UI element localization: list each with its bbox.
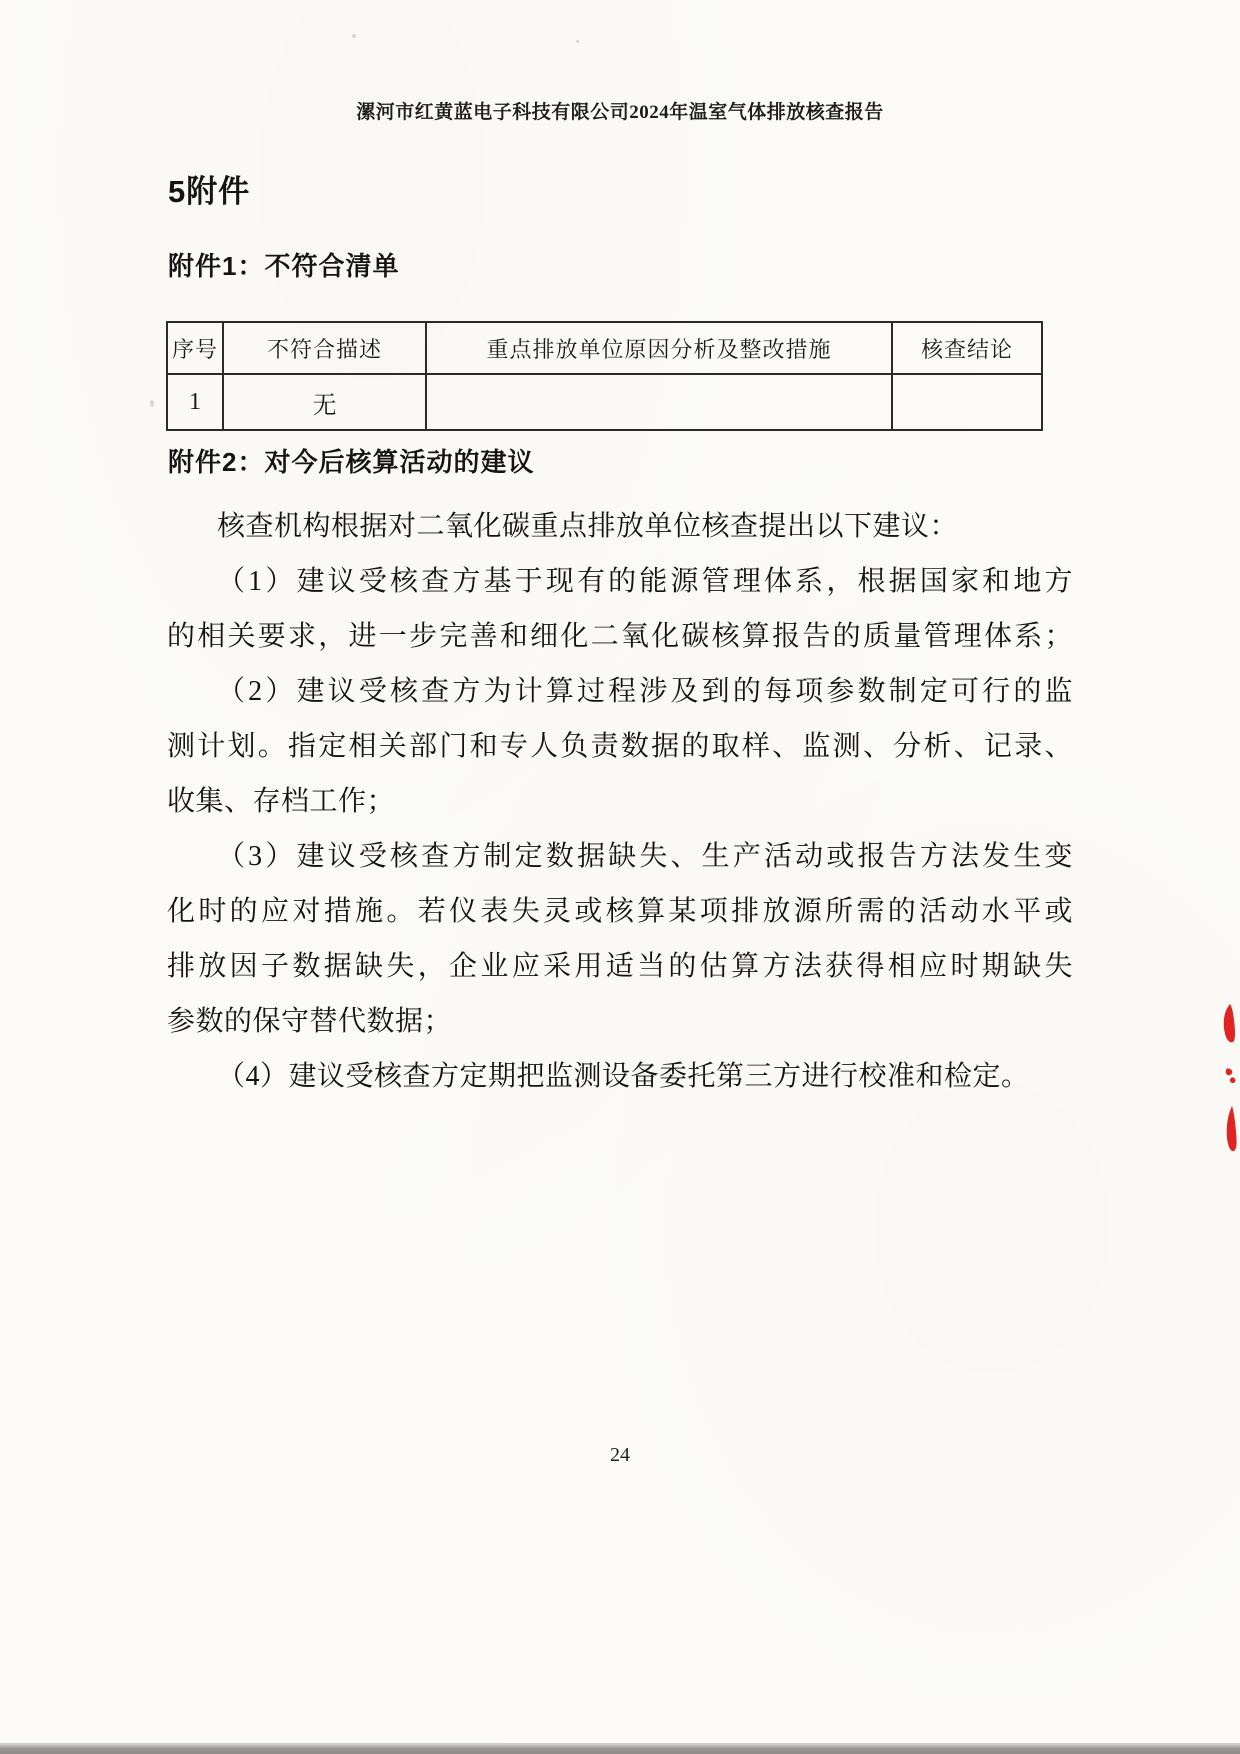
- attachment2-body: [167, 499, 1073, 1104]
- table-cell-conclusion: [892, 374, 1042, 430]
- table-header-seq: 序号: [167, 322, 223, 374]
- body-line: 排放因子数据缺失，企业应采用适当的估算方法获得相应时期缺失: [167, 951, 1073, 982]
- attachment2-title: 附件2：对今后核算活动的建议: [168, 447, 535, 477]
- table-header-analysis: 重点排放单位原因分析及整改措施: [426, 322, 892, 374]
- scan-speck: [352, 34, 356, 38]
- body-line: 参数的保守替代数据；: [167, 1006, 453, 1037]
- document-header: 漯河市红黄蓝电子科技有限公司2024年温室气体排放核查报告: [356, 102, 884, 123]
- scan-speck: [576, 40, 579, 43]
- body-line: （4）建议受核查方定期把监测设备委托第三方进行校准和检定。: [217, 1061, 1030, 1092]
- scan-page-edge: [0, 1745, 1240, 1754]
- body-line: 的相关要求，进一步完善和细化二氧化碳核算报告的质量管理体系；: [167, 621, 1073, 652]
- table-cell-analysis: [426, 374, 892, 430]
- body-line: 核查机构根据对二氧化碳重点排放单位核查提出以下建议：: [217, 511, 959, 542]
- attachment1-title: 附件1：不符合清单: [168, 251, 400, 281]
- page-number: 24: [610, 1444, 630, 1466]
- table-row: [167, 374, 1042, 430]
- body-line: （1）建议受核查方基于现有的能源管理体系，根据国家和地方: [217, 566, 1073, 597]
- body-line: （2）建议受核查方为计算过程涉及到的每项参数制定可行的监: [217, 676, 1073, 707]
- table-header-row: [167, 322, 1042, 374]
- table-cell-nonconformity: 无: [223, 374, 426, 430]
- nonconformity-table: [166, 321, 1043, 431]
- body-line: 收集、存档工作；: [167, 786, 396, 817]
- body-line: 化时的应对措施。若仪表失灵或核算某项排放源所需的活动水平或: [167, 896, 1073, 927]
- table-header-nonconformity: 不符合描述: [223, 322, 426, 374]
- table-header-conclusion: 核查结论: [892, 322, 1042, 374]
- red-seal-fragment-icon: [1216, 998, 1240, 1168]
- body-line: （3）建议受核查方制定数据缺失、生产活动或报告方法发生变: [217, 841, 1073, 872]
- section-title-attachments: 5附件: [168, 174, 251, 209]
- scan-speck: [150, 400, 154, 407]
- body-line: 测计划。指定相关部门和专人负责数据的取样、监测、分析、记录、: [167, 731, 1073, 762]
- table-cell-seq: 1: [167, 374, 223, 430]
